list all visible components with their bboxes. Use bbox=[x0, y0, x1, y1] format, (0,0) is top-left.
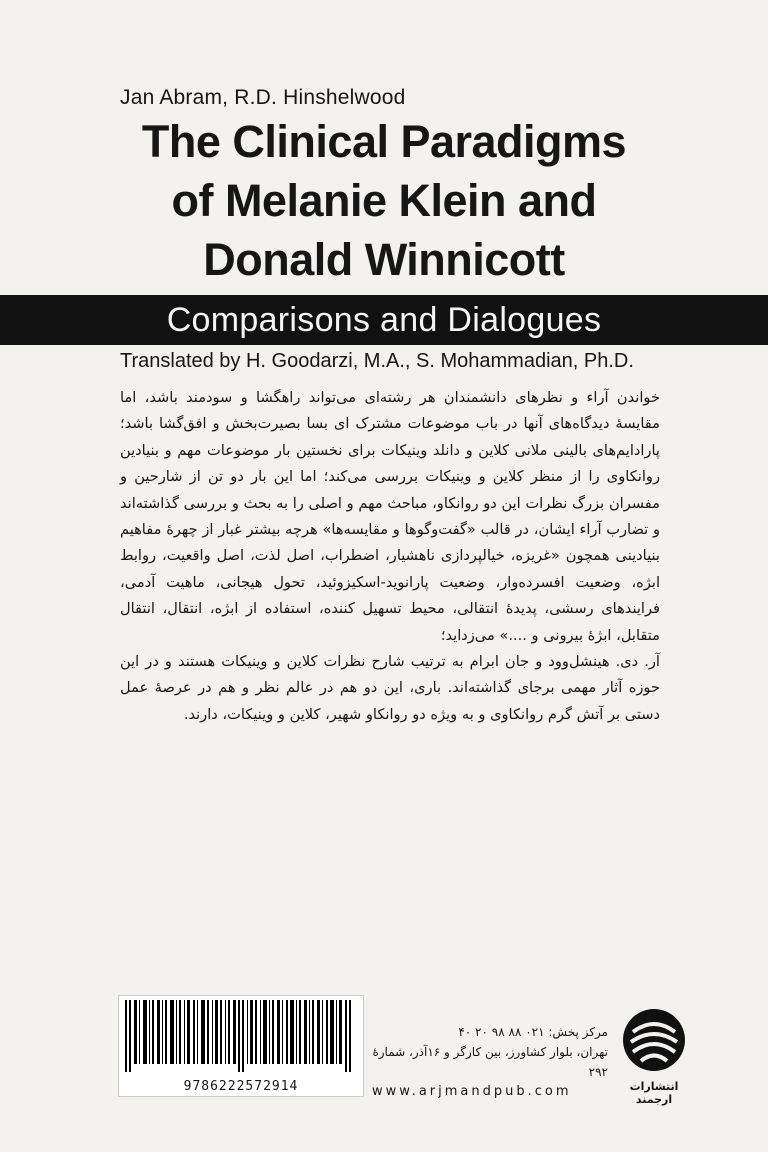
isbn-number: 9786222572914 bbox=[183, 1079, 299, 1094]
publisher-info bbox=[372, 1022, 608, 1102]
description bbox=[120, 385, 660, 728]
title-line: Donald Winnicott bbox=[203, 234, 565, 285]
subtitle: Comparisons and Dialogues bbox=[166, 300, 602, 339]
barcode-bars-icon bbox=[125, 1000, 357, 1072]
publisher-logo-icon bbox=[619, 1006, 689, 1074]
publisher-address: تهران، بلوار کشاورز، بین کارگر و ۱۶آذر، شمارهٔ ۲۹۲ bbox=[372, 1045, 608, 1079]
description-paragraph: آر. دی. هینشل‌وود و جان ابرام به ترتیب شارح نظرات کلاین و وینیکات هستند و در این حوزه آثار مهمی برجای گذاشته‌اند. باری، این دو هم در عالم نظر و هم در عرصهٔ عمل دستی بر آتش گرم روانکاوی و به ویژه دو روانکاو شهیر، کلاین و وینیکات، دارند. bbox=[120, 653, 660, 723]
publisher-name: انتشارات ارجمند bbox=[629, 1080, 679, 1106]
barcode bbox=[118, 995, 364, 1097]
title-line: of Melanie Klein and bbox=[171, 175, 597, 226]
publisher-website: www.arjmandpub.com bbox=[372, 1084, 572, 1099]
translators: Translated by H. Goodarzi, M.A., S. Mohammadian, Ph.D. bbox=[120, 350, 634, 372]
description-paragraph: خواندن آراء و نظرهای دانشمندان هر رشته‌ای می‌تواند راهگشا و سودمند باشد، اما مقایسهٔ دیدگاه‌های آنها در باب موضوعات مشترک ای بسا بصیرت‌بخش و افق‌گشا باشد؛ پارادایم‌های بالینی ملانی کلاین و دانلد وینیکات برای نخستین بار موضوعات مهم و بنیادین روانکاوی را از منظر کلاین و وینیکات بررسی می‌کند؛ اما این بار دو تن از شارحین و مفسران بزرگ نظرات این دو روانکاو، مباحث مهم و اصلی را به بحث و بررسی گذاشته‌اند و تضارب آراء ایشان، در قالب «گفت‌وگوها و مقایسه‌ها» هرچه بیشتر غبار از چهرهٔ مفاهیم بنیادینی همچون «غریزه، خیالپردازی ناهشیار، اضطراب، اصل لذت، اصل واقعیت، روابط ابژه، وضعیت افسرده‌وار، وضعیت پارانوید-اسکیزوئید، تحول هیجانی، ماهیت آدمی، فرایندهای رسشی، پدیدهٔ انتقالی، محیط تسهیل کننده، استفاده از ابژه، انتقال، انتقال متقابل، ابژهٔ بیرونی و ....» می‌زداید؛ bbox=[120, 389, 660, 644]
publisher-logo bbox=[614, 1006, 694, 1106]
authors: Jan Abram, R.D. Hinshelwood bbox=[120, 86, 406, 109]
distribution-phone: مرکز پخش: ۰۲۱ ۸۸ ۹۸ ۲۰ ۴۰ bbox=[458, 1025, 608, 1039]
subtitle-band bbox=[0, 295, 768, 345]
title-line: The Clinical Paradigms bbox=[141, 116, 627, 167]
book-title bbox=[0, 112, 768, 289]
